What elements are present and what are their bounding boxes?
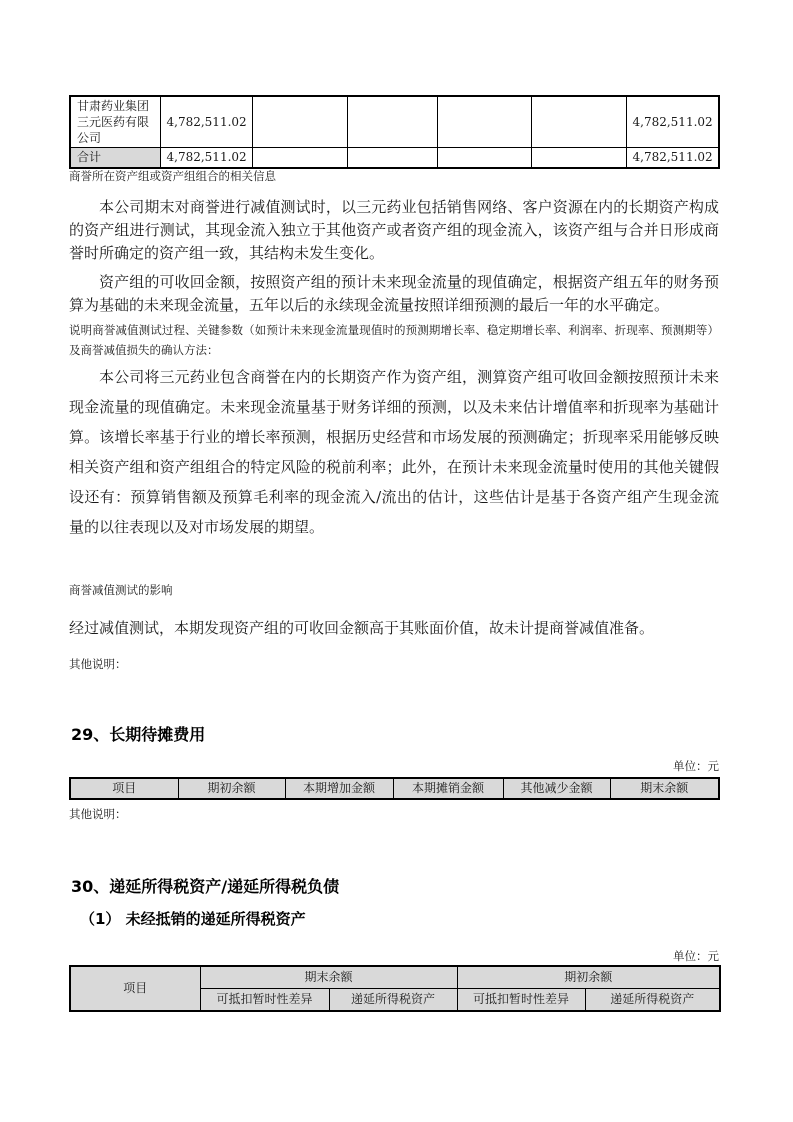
unit-label-1: 单位：元 [673,759,719,773]
table-row-total [70,148,719,168]
deferred-tax-assets-table [69,965,721,1012]
header-cell-deductible-diff-opening: 可抵扣暂时性差异 [457,988,585,1011]
header-cell-increase: 本期增加金额 [285,778,393,799]
header-cell-deferred-asset-opening: 递延所得税资产 [585,988,720,1011]
header-cell-closing-balance: 期末余额 [610,778,719,799]
header-group-closing-balance: 期末余额 [200,966,457,988]
unit-label-2: 单位：元 [673,949,719,963]
table-cell [531,96,626,148]
table-cell [437,96,531,148]
entity-name-cell: 甘肃药业集团三元医药有限公司 [70,96,160,148]
section-30-heading: 30、递延所得税资产/递延所得税负债 [71,877,340,896]
other-notes-label-2: 其他说明： [69,807,127,821]
table-cell: 4,782,511.02 [160,96,252,148]
impairment-conclusion-text: 经过减值测试，本期发现资产组的可收回金额高于其账面价值，故未计提商誉减值准备。 [69,619,655,637]
table-cell [347,96,437,148]
table-cell: 4,782,511.02 [626,148,719,168]
long-term-prepaid-expenses-table [69,777,720,800]
table-cell [252,148,347,168]
test-process-label: 说明商誉减值测试过程、关键参数（如预计未来现金流量现值时的预测期增长率、稳定期增长率、利润率、折现率、预测期等）及商誉减值损失的确认方法： [69,323,719,357]
header-cell-deductible-diff-closing: 可抵扣暂时性差异 [200,988,329,1011]
header-group-opening-balance: 期初余额 [457,966,720,988]
other-notes-label-1: 其他说明： [69,657,127,671]
header-cell-amortization: 本期摊销金额 [393,778,503,799]
table-cell [437,148,531,168]
goodwill-allocation-table [69,95,720,169]
table-cell [531,148,626,168]
paragraph-impairment-test: 本公司期末对商誉进行减值测试时，以三元药业包括销售网络、客户资源在内的长期资产构成的资产组进行测试，其现金流入独立于其他资产或者资产组的现金流入，该资产组与合并日形成商誉时所确定的资产组一致，其结构未发生变化。 [69,198,719,262]
table-cell: 4,782,511.02 [160,148,252,168]
header-cell-opening-balance: 期初余额 [178,778,285,799]
impairment-impact-label: 商誉减值测试的影响 [69,583,173,597]
header-cell-item: 项目 [70,966,200,1011]
table-header-group-row [70,966,720,988]
section-30-1-heading: （1） 未经抵销的递延所得税资产 [80,910,306,928]
header-cell-item: 项目 [70,778,178,799]
header-cell-deferred-asset-closing: 递延所得税资产 [329,988,457,1011]
table-row-entity [70,96,719,148]
section-29-heading: 29、长期待摊费用 [71,725,206,744]
goodwill-asset-group-info-label: 商誉所在资产组或资产组组合的相关信息 [69,169,276,183]
header-cell-other-decrease: 其他减少金额 [503,778,610,799]
table-cell: 4,782,511.02 [626,96,719,148]
table-cell [347,148,437,168]
paragraph-recoverable-amount: 资产组的可收回金额，按照资产组的预计未来现金流量的现值确定，根据资产组五年的财务预算为基础的未来现金流量，五年以后的永续现金流量按照详细预测的最后一年的水平确定。 [69,273,719,314]
table-header-row [70,778,719,799]
total-label-cell: 合计 [70,148,160,168]
table-cell [252,96,347,148]
paragraph-key-assumptions: 本公司将三元药业包含商誉在内的长期资产作为资产组，测算资产组可收回金额按照预计未来现金流量的现值确定。未来现金流量基于财务详细的预测，以及未来估计增值率和折现率为基础计算。该增长率基于行业的增长率预测，根据历史经营和市场发展的预测确定；折现率采用能够反映相关资产组和资产组组合的特定风险的税前利率；此外，在预计未来现金流量时使用的其他关键假设还有：预算销售额及预算毛利率的现金流入/流出的估计，这些估计是基于各资产组产生现金流量的以往表现以及对市场发展的期望。 [69,368,719,536]
